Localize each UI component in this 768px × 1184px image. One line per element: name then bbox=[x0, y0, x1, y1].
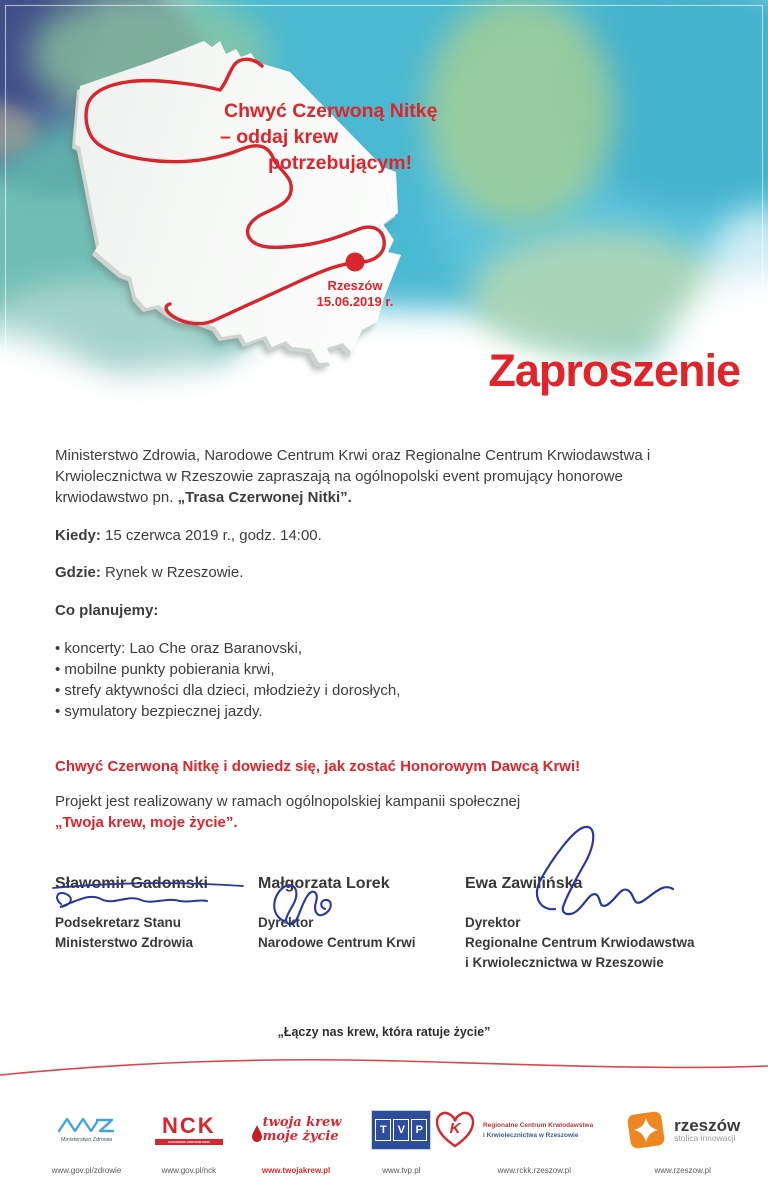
body-section bbox=[0, 430, 768, 1023]
campaign-paragraph bbox=[55, 791, 728, 833]
when-value: 15 czerwca 2019 r., godz. 14:00. bbox=[100, 527, 322, 544]
where-label: Gdzie: bbox=[55, 564, 101, 581]
signature-block-gadomski bbox=[55, 873, 255, 953]
hero-headline-line2: – oddaj krew bbox=[220, 126, 339, 148]
signer-name: Sławomir Gadomski bbox=[55, 875, 208, 892]
when-line bbox=[55, 525, 728, 546]
hero-headline-line3: potrzebującym! bbox=[268, 152, 413, 174]
logo-ministerstwo-zdrowia bbox=[30, 1103, 143, 1175]
nck-wordmark: NCK bbox=[162, 1113, 216, 1138]
tk-url: www.twojakrew.pl bbox=[261, 1166, 331, 1175]
plan-item: • koncerty: Lao Che oraz Baranovski, bbox=[55, 640, 303, 657]
plan-label: Co planujemy: bbox=[55, 602, 159, 619]
signer-title2: Narodowe Centrum Krwi bbox=[258, 935, 416, 950]
signer-titles bbox=[465, 913, 745, 973]
map-marker-date: 15.06.2019 r. bbox=[316, 294, 394, 309]
logo-rckik bbox=[445, 1103, 623, 1175]
where-line bbox=[55, 562, 728, 583]
plan-item: • strefy aktywności dla dzieci, młodzieży i dorosłych, bbox=[55, 682, 401, 699]
tvp-letter-p: P bbox=[411, 1119, 427, 1141]
page-title: Zaproszenie bbox=[488, 345, 740, 396]
signature-block-zawilinska bbox=[465, 873, 745, 973]
signer-name: Ewa Zawilińska bbox=[465, 875, 583, 892]
intro-event-name: „Trasa Czerwonej Nitki”. bbox=[177, 489, 352, 506]
signer-title1: Dyrektor bbox=[465, 915, 521, 930]
nck-url: www.gov.pl/nck bbox=[161, 1166, 217, 1175]
red-thread-divider bbox=[0, 1051, 768, 1085]
when-label: Kiedy: bbox=[55, 527, 101, 544]
tk-line1: twoja krew bbox=[262, 1115, 342, 1130]
tvp-letter-t: T bbox=[375, 1119, 391, 1141]
rzeszow-map-dot bbox=[346, 253, 365, 272]
signer-title1: Podsekretarz Stanu bbox=[55, 915, 182, 930]
cta-line: Chwyć Czerwoną Nitkę i dowiedz się, jak zostać Honorowym Dawcą Krwi! bbox=[55, 758, 581, 775]
hero-headline-line1: Chwyć Czerwoną Nitkę bbox=[224, 100, 438, 122]
map-marker-city: Rzeszów bbox=[327, 278, 383, 293]
rckik-line2: i Krwiolecznictwa w Rzeszowie bbox=[482, 1131, 579, 1139]
rzeszow-wordmark: rzeszów bbox=[674, 1115, 741, 1135]
signature-ink-zawilinska bbox=[523, 821, 698, 923]
heart-k-icon bbox=[433, 1109, 477, 1151]
motto-quote: „Łączy nas krew, która ratuje życie” bbox=[277, 1025, 491, 1039]
signature-block-lorek bbox=[258, 873, 458, 953]
tvp-logo-box bbox=[371, 1110, 431, 1150]
plan-item: • mobilne punkty pobierania krwi, bbox=[55, 661, 275, 678]
where-value: Rynek w Rzeszowie. bbox=[100, 564, 244, 581]
rckik-line1: Regionalne Centrum Krwiodawstwa bbox=[482, 1121, 594, 1129]
tvp-url: www.tvp.pl bbox=[382, 1166, 421, 1175]
mz-caption: Ministerstwo Zdrowia bbox=[60, 1136, 113, 1143]
signer-titles bbox=[55, 913, 255, 953]
signer-title2: Regionalne Centrum Krwiodawstwa bbox=[465, 935, 695, 950]
rzeszow-star-icon bbox=[625, 1109, 667, 1151]
logo-rzeszow bbox=[623, 1103, 742, 1175]
mz-url: www.gov.pl/zdrowie bbox=[51, 1166, 122, 1175]
svg-text:K: K bbox=[449, 1120, 461, 1137]
signer-title2: Ministerstwo Zdrowia bbox=[55, 935, 194, 950]
signer-name: Małgorzata Lorek bbox=[258, 875, 390, 892]
footer-logos bbox=[0, 1085, 768, 1175]
rckik-url: www.rckk.rzeszow.pl bbox=[497, 1166, 572, 1175]
blood-drop-icon bbox=[251, 1117, 263, 1143]
nck-bar bbox=[155, 1139, 223, 1145]
signer-titles bbox=[258, 913, 458, 953]
tk-line2: moje życie bbox=[262, 1129, 339, 1144]
plan-list bbox=[55, 638, 728, 722]
intro-paragraph bbox=[55, 445, 673, 508]
logo-twoja-krew bbox=[235, 1103, 358, 1175]
signer-title1: Dyrektor bbox=[258, 915, 314, 930]
tvp-letter-v: V bbox=[393, 1119, 409, 1141]
nck-bar-text: NARODOWE CENTRUM KRWI bbox=[167, 1140, 210, 1144]
rzeszow-url: www.rzeszow.pl bbox=[654, 1166, 711, 1175]
campaign-text: Projekt jest realizowany w ramach ogólnopolskiej kampanii społecznej bbox=[55, 793, 521, 810]
campaign-name: „Twoja krew, moje życie”. bbox=[55, 814, 238, 831]
signer-title3: i Krwiolecznictwa w Rzeszowie bbox=[465, 955, 664, 970]
mz-zigzag-icon bbox=[56, 1115, 116, 1135]
rzeszow-subtitle: stolica innowacji bbox=[674, 1132, 736, 1143]
plan-item: • symulatory bezpiecznej jazdy. bbox=[55, 703, 263, 720]
hero-section bbox=[0, 0, 768, 430]
signatures-row bbox=[55, 873, 728, 1023]
logo-nck bbox=[143, 1103, 235, 1175]
intro-text: Ministerstwo Zdrowia, Narodowe Centrum Krwi oraz Regionalne Centrum Krwiodawstwa i Krwiolecznictwa w Rzeszowie zapraszają na ogólnopolski event promujący honorowe krwiodawstwo pn. bbox=[55, 447, 651, 506]
